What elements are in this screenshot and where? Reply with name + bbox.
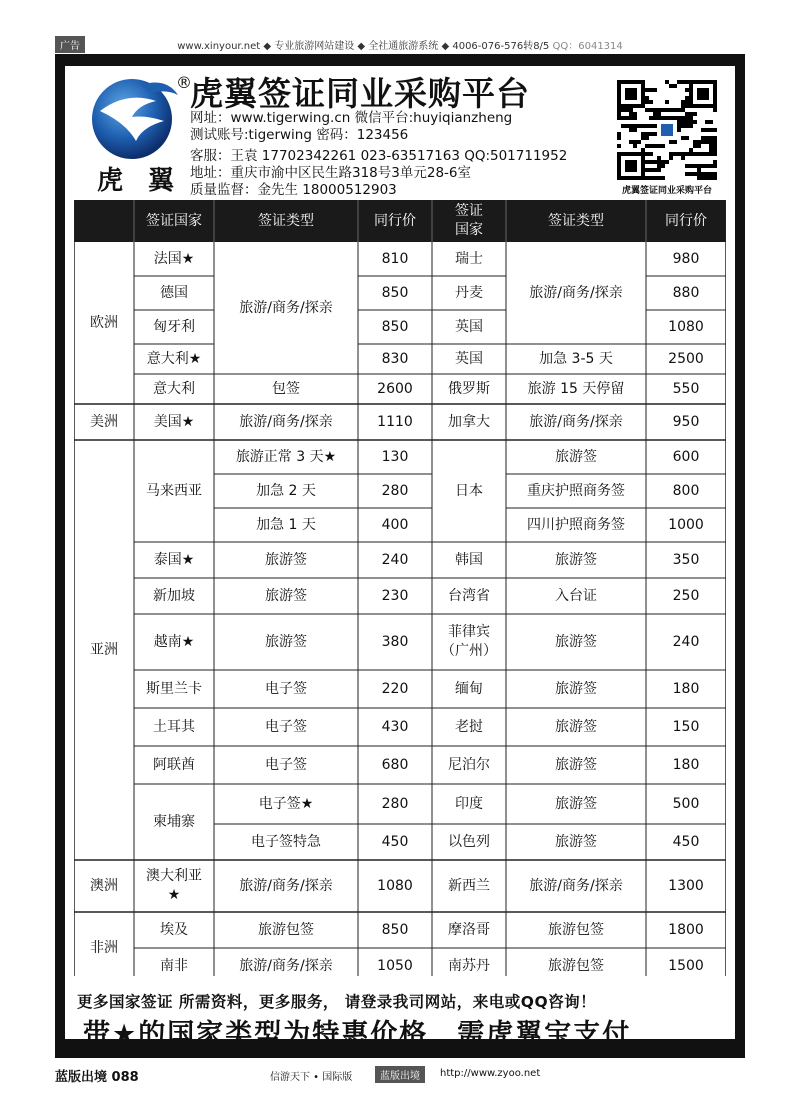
country-cell: 阿联酋 [153, 756, 195, 773]
header-cell: 同行价 [665, 212, 707, 229]
region-cell: 美洲 [90, 413, 118, 430]
country-cell: 俄罗斯 [448, 380, 490, 397]
visa-type-cell: 旅游/商务/探亲 [239, 957, 333, 974]
price-cell: 2600 [377, 380, 413, 397]
visa-type-cell: 旅游包签 [548, 957, 604, 974]
country-cell: 柬埔寨 [153, 813, 195, 830]
section-tag: 蓝版出境 [375, 1066, 425, 1083]
visa-type-cell: 旅游正常 3 天★ [235, 448, 337, 465]
price-cell: 1500 [668, 957, 704, 974]
country-cell: 埃及 [160, 921, 188, 938]
country-cell: 韩国 [455, 551, 483, 568]
visa-type-cell: 旅游包签 [258, 921, 314, 938]
country-cell: 越南★ [153, 633, 195, 650]
country-cell: 德国 [160, 284, 188, 301]
price-cell: 1080 [668, 318, 704, 335]
top-banner [55, 36, 745, 52]
country-cell: 斯里兰卡 [146, 680, 202, 697]
price-cell: 680 [381, 756, 409, 773]
visa-type-cell: 旅游签 [555, 795, 597, 812]
publication-name: 信游天下 • 国际版 [270, 1072, 353, 1083]
price-cell: 850 [381, 284, 409, 301]
country-cell: 法国★ [153, 250, 195, 267]
visa-type-cell: 旅游 15 天停留 [527, 380, 625, 397]
price-cell: 450 [381, 833, 409, 850]
price-cell: 180 [672, 680, 700, 697]
qr-code [617, 80, 717, 180]
visa-type-cell: 旅游签 [555, 756, 597, 773]
country-cell: 意大利 [153, 380, 195, 397]
visa-type-cell: 电子签特急 [251, 833, 321, 850]
country-cell: 缅甸 [455, 680, 483, 697]
country-cell: 澳大利亚 ★ [146, 868, 202, 903]
visa-type-cell: 旅游签 [555, 633, 597, 650]
visa-type-cell: 旅游签 [555, 551, 597, 568]
price-cell: 600 [672, 448, 700, 465]
price-cell: 1300 [668, 877, 704, 894]
price-cell: 400 [381, 516, 409, 533]
ad-panel [65, 66, 735, 1050]
footer-star-note: 带★的国家类型为特惠价格，需虎翼宝支付 [83, 1019, 632, 1050]
price-cell: 350 [672, 551, 700, 568]
price-cell: 240 [381, 551, 409, 568]
country-cell: 瑞士 [455, 250, 483, 267]
price-cell: 450 [672, 833, 700, 850]
price-cell: 1110 [377, 413, 413, 430]
country-cell: 以色列 [448, 833, 490, 850]
top-line [55, 37, 745, 52]
visa-type-cell: 旅游/商务/探亲 [239, 299, 333, 316]
country-cell: 南苏丹 [448, 957, 490, 974]
visa-type-cell: 包签 [272, 380, 300, 397]
visa-type-cell: 旅游/商务/探亲 [529, 413, 623, 430]
country-cell: 丹麦 [455, 284, 483, 301]
price-cell: 810 [381, 250, 409, 267]
top-qq: QQ：6041314 [552, 41, 623, 52]
country-cell: 摩洛哥 [448, 921, 490, 938]
publication-url: http://www.zyoo.net [440, 1068, 541, 1079]
visa-type-cell: 加急 1 天 [256, 516, 316, 533]
price-cell: 550 [672, 380, 700, 397]
country-cell: 新加坡 [153, 587, 195, 604]
visa-type-cell: 旅游/商务/探亲 [529, 877, 623, 894]
ad-tag: 广告 [55, 36, 85, 53]
price-cell: 220 [381, 680, 409, 697]
price-cell: 280 [381, 795, 409, 812]
visa-price-table [74, 200, 726, 976]
country-cell: 菲律宾 （广州） [441, 624, 497, 659]
region-cell: 非洲 [90, 939, 118, 956]
ad-frame [55, 54, 745, 1058]
country-cell: 尼泊尔 [448, 756, 490, 773]
logo-text: 虎 翼 [97, 166, 183, 196]
country-cell: 南非 [160, 957, 188, 974]
price-cell: 950 [672, 413, 700, 430]
supervisor-line: 质量监督：金先生 18000512903 [190, 182, 397, 198]
visa-type-cell: 旅游包签 [548, 921, 604, 938]
price-cell: 880 [672, 284, 700, 301]
price-cell: 850 [381, 921, 409, 938]
price-cell: 280 [381, 482, 409, 499]
visa-type-cell: 旅游签 [265, 587, 307, 604]
price-cell: 250 [672, 587, 700, 604]
page-title: 虎翼签证同业采购平台 [190, 74, 530, 113]
country-cell: 新西兰 [448, 877, 490, 894]
page-number: 蓝版出境 088 [55, 1070, 139, 1085]
visa-type-cell: 加急 3-5 天 [539, 350, 613, 367]
country-cell: 英国 [455, 318, 483, 335]
price-cell: 1000 [668, 516, 704, 533]
country-cell: 美国★ [153, 413, 195, 430]
visa-type-cell: 旅游签 [555, 833, 597, 850]
price-cell: 980 [672, 250, 700, 267]
price-cell: 380 [381, 633, 409, 650]
country-cell: 土耳其 [153, 718, 195, 735]
visa-type-cell: 旅游签 [555, 680, 597, 697]
visa-type-cell: 旅游签 [555, 718, 597, 735]
header-cell: 同行价 [374, 212, 416, 229]
visa-type-cell: 旅游/商务/探亲 [529, 284, 623, 301]
header-cell: 签证国家 [146, 212, 202, 229]
price-cell: 150 [672, 718, 700, 735]
visa-type-cell: 电子签★ [258, 795, 314, 812]
country-cell: 匈牙利 [153, 318, 195, 335]
price-cell: 180 [672, 756, 700, 773]
header-cell: 签证 国家 [455, 203, 483, 238]
country-cell: 加拿大 [448, 413, 490, 430]
visa-type-cell: 四川护照商务签 [527, 516, 625, 533]
price-cell: 430 [381, 718, 409, 735]
visa-type-cell: 旅游/商务/探亲 [239, 877, 333, 894]
country-cell: 意大利★ [146, 350, 202, 367]
price-cell: 2500 [668, 350, 704, 367]
country-cell: 老挝 [455, 718, 483, 735]
price-cell: 500 [672, 795, 700, 812]
visa-type-cell: 重庆护照商务签 [527, 482, 625, 499]
service-line: 客服：王袁 17702342261 023-63517163 QQ:501711952 [190, 148, 568, 164]
country-cell: 马来西亚 [146, 482, 202, 499]
price-cell: 1050 [377, 957, 413, 974]
qr-caption: 虎翼签证同业采购平台 [621, 186, 712, 196]
price-cell: 1080 [377, 877, 413, 894]
website-line: 网址：www.tigerwing.cn 微信平台:huyiqianzheng [190, 110, 513, 126]
visa-type-cell: 电子签 [265, 718, 307, 735]
visa-type-cell: 旅游签 [265, 633, 307, 650]
country-cell: 印度 [455, 795, 483, 812]
header-cell: 签证类型 [548, 212, 604, 229]
price-cell: 850 [381, 318, 409, 335]
registered-mark: ® [176, 73, 192, 92]
visa-type-cell: 电子签 [265, 680, 307, 697]
test-account-line: 测试账号:tigerwing 密码：123456 [190, 127, 409, 143]
country-cell: 英国 [455, 350, 483, 367]
visa-type-cell: 旅游/商务/探亲 [239, 413, 333, 430]
country-cell: 日本 [455, 482, 483, 499]
visa-type-cell: 旅游签 [265, 551, 307, 568]
visa-type-cell: 电子签 [265, 756, 307, 773]
region-cell: 澳洲 [90, 877, 118, 894]
region-cell: 欧洲 [90, 314, 118, 331]
price-cell: 240 [672, 633, 700, 650]
country-cell: 泰国★ [153, 551, 195, 568]
price-cell: 230 [381, 587, 409, 604]
footer-more-info: 更多国家签证 所需资料，更多服务， 请登录我司网站，来电或QQ咨询！ [77, 993, 597, 1011]
price-cell: 830 [381, 350, 409, 367]
address-line: 地址：重庆市渝中区民生路318号3单元28-6室 [190, 165, 471, 181]
price-cell: 800 [672, 482, 700, 499]
price-cell: 130 [381, 448, 409, 465]
visa-type-cell: 加急 2 天 [256, 482, 316, 499]
visa-type-cell: 入台证 [555, 587, 597, 604]
region-cell: 亚洲 [90, 641, 118, 658]
tiger-wing-logo [86, 71, 186, 161]
price-cell: 1800 [668, 921, 704, 938]
header-cell: 签证类型 [258, 212, 314, 229]
visa-type-cell: 旅游签 [555, 448, 597, 465]
country-cell: 台湾省 [448, 587, 490, 604]
top-line-text: www.xinyour.net ◆ 专业旅游网站建设 ◆ 全社通旅游系统 ◆ 4006-076-576转8/5 [177, 41, 550, 52]
